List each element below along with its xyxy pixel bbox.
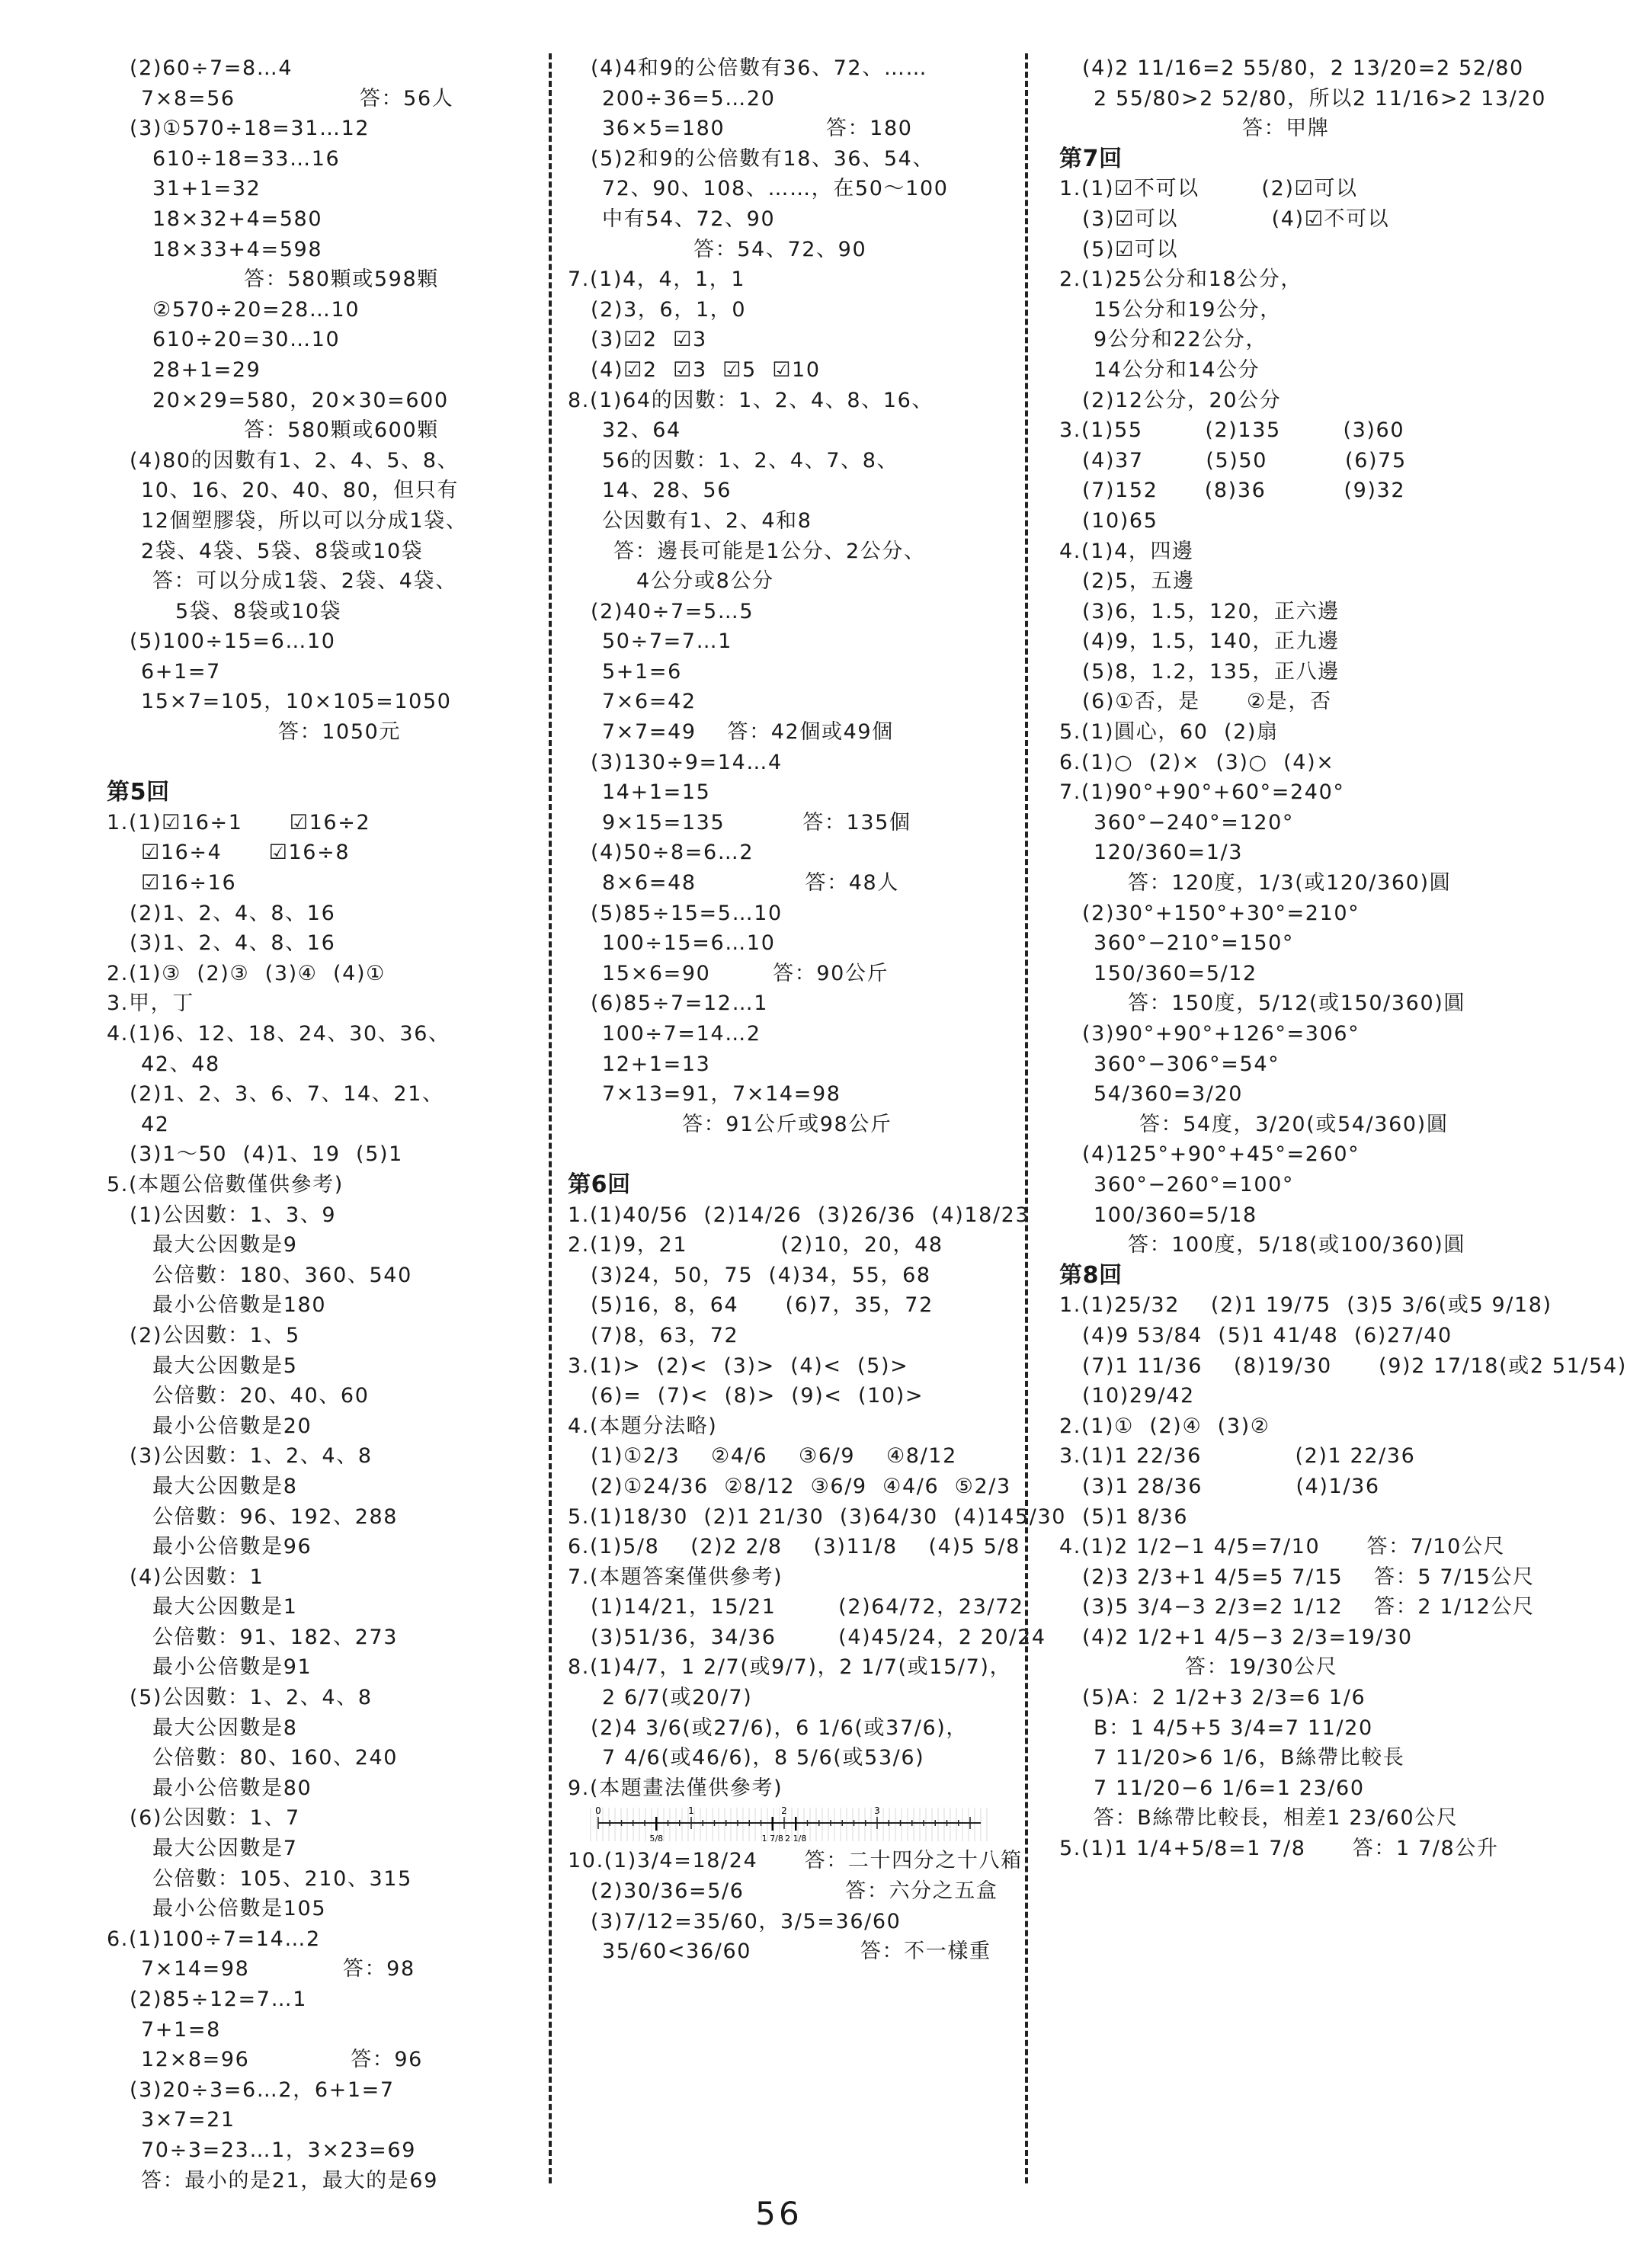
answer-line: 7 4/6(或46/6)，8 5/6(或53/6) — [602, 1746, 925, 1770]
answer-line: (7)152 (8)36 (9)32 — [1082, 479, 1406, 503]
answer-line: (2)3，6，1，0 — [591, 297, 747, 322]
answer-line: 14+1=15 — [602, 780, 711, 805]
answer-line: 答：150度，5/12(或150/360)圓 — [1128, 991, 1466, 1016]
answer-line: 12+1=13 — [602, 1052, 711, 1076]
answer-line: 2.(1)9，21 (2)10，20，48 — [568, 1233, 943, 1257]
answer-line: 答：可以分成1袋、2袋、4袋、 — [152, 569, 457, 594]
answer-line: 50÷7=7…1 — [602, 629, 733, 654]
number-line-mark-label: 5/8 — [649, 1834, 664, 1844]
answer-line: 最大公因數是8 — [152, 1715, 298, 1740]
section-heading: 第5回 — [107, 779, 170, 806]
answer-line: 8.(1)4/7，1 2/7(或9/7)，2 1/7(或15/7)， — [568, 1655, 1012, 1680]
answer-line: 8.(1)64的因數：1、2、4、8、16、 — [568, 388, 934, 412]
answer-line: 5.(本題公倍數僅供參考) — [107, 1172, 344, 1196]
answer-line: 公倍數：91、182、273 — [152, 1625, 399, 1649]
answer-line: 最大公因數是8 — [152, 1474, 298, 1498]
section-heading: 第6回 — [568, 1171, 631, 1198]
number-line-major-label: 2 — [781, 1805, 787, 1817]
answer-line: (4)☑2 ☑3 ☑5 ☑10 — [591, 357, 821, 382]
answer-line: 15×6=90 答：90公斤 — [602, 961, 889, 985]
answer-line: 答：54度，3/20(或54/360)圓 — [1139, 1112, 1449, 1136]
answer-line: 36×5=180 答：180 — [602, 117, 913, 141]
answer-line: (3)①570÷18=31…12 — [130, 117, 370, 141]
number-line-svg — [591, 1805, 987, 1844]
answer-line: 5袋、8袋或10袋 — [175, 599, 342, 623]
answer-line: 7.(1)90°+90°+60°=240° — [1059, 780, 1345, 805]
answer-line: 公因數有1、2、4和8 — [602, 508, 812, 533]
answer-line: 公倍數：105、210、315 — [152, 1866, 412, 1891]
answer-line: (10)65 — [1082, 508, 1158, 533]
answer-line: 5.(1)圓心，60 (2)扇 — [1059, 720, 1279, 745]
answer-line: (3)24，50，75 (4)34，55，68 — [591, 1263, 931, 1287]
answer-line: (6)①否，是 ②是，否 — [1082, 690, 1332, 714]
answer-line: (3)6，1.5，120，正六邊 — [1082, 599, 1340, 623]
answer-line: (7)1 11/36 (8)19/30 (9)2 17/18(或2 51/54) — [1082, 1353, 1627, 1378]
answer-line: 7.(1)4，4，1，1 — [568, 267, 746, 292]
answer-line: 9×15=135 答：135個 — [602, 810, 911, 834]
answer-line: 100÷7=14…2 — [602, 1022, 761, 1046]
answer-line: 1.(1)40/56 (2)14/26 (3)26/36 (4)18/23 — [568, 1203, 1030, 1227]
answer-line: 3×7=21 — [141, 2108, 235, 2132]
answer-line: 14、28、56 — [602, 479, 732, 503]
answer-line: (3)51/36，34/36 (4)45/24，2 20/24 — [591, 1625, 1046, 1649]
answer-line: (4)80的因數有1、2、4、5、8、 — [130, 448, 460, 472]
answer-line: 360°−210°=150° — [1094, 931, 1295, 956]
answer-line: 答：91公斤或98公斤 — [682, 1112, 892, 1136]
answer-line: 150/360=5/12 — [1094, 961, 1257, 985]
answer-line: (2)3 2/3+1 4/5=5 7/15 答：5 7/15公尺 — [1082, 1565, 1535, 1589]
answer-line: (3)☑可以 (4)☑不可以 — [1082, 207, 1390, 231]
answer-line: 35/60<36/60 答：不一樣重 — [602, 1940, 991, 1964]
answer-line — [568, 1139, 1017, 1170]
number-line-major-label: 1 — [688, 1805, 694, 1817]
answer-line: 7×13=91，7×14=98 — [602, 1082, 841, 1107]
answer-line: 公倍數：180、360、540 — [152, 1263, 412, 1287]
answer-line: (4)9 53/84 (5)1 41/48 (6)27/40 — [1082, 1323, 1452, 1347]
answer-line: 答：B絲帶比較長，相差1 23/60公尺 — [1094, 1806, 1459, 1831]
answer-line: 9公分和22公分， — [1094, 328, 1268, 352]
answer-line: (2)5，五邊 — [1082, 569, 1195, 594]
answer-line: (3)☑2 ☑3 — [591, 328, 707, 352]
answer-line: (7)8，63，72 — [591, 1323, 739, 1347]
answer-line: 200÷36=5…20 — [602, 86, 776, 111]
answer-line: 答：580顆或600顆 — [244, 418, 439, 443]
answer-line: 3.(1)55 (2)135 (3)60 — [1059, 418, 1405, 443]
answer-line: (3)1 28/36 (4)1/36 — [1082, 1474, 1380, 1498]
answer-line: (1)①2/3 ②4/6 ③6/9 ④8/12 — [591, 1444, 957, 1469]
answer-line: (3)7/12=35/60，3/5=36/60 — [591, 1909, 902, 1933]
answer-line: (5)8，1.2，135，正八邊 — [1082, 659, 1340, 684]
answer-line: 3.(1)> (2)< (3)> (4)< (5)> — [568, 1353, 909, 1378]
answer-line: 2袋、4袋、5袋、8袋或10袋 — [141, 539, 424, 563]
answer-line: 5.(1)18/30 (2)1 21/30 (3)64/30 (4)145/30 — [568, 1504, 1067, 1529]
answer-line: 最小公倍數是180 — [152, 1293, 327, 1318]
answer-line: 28+1=29 — [152, 357, 261, 382]
answer-line: 7×7=49 答：42個或49個 — [602, 720, 894, 745]
answer-line: 31+1=32 — [152, 177, 261, 201]
number-line-major-label: 0 — [595, 1805, 601, 1817]
answer-line: (3)5 3/4−3 2/3=2 1/12 答：2 1/12公尺 — [1082, 1595, 1535, 1619]
answer-line: (2)85÷12=7…1 — [130, 1988, 308, 2011]
answer-line: (10)29/42 — [1082, 1384, 1195, 1408]
answer-line: (6)公因數：1、7 — [130, 1806, 300, 1831]
answer-line: (4)4和9的公倍數有36、72、…… — [591, 56, 928, 80]
answer-line: (2)60÷7=8…4 — [130, 56, 293, 80]
answer-line: 6.(1)○ (2)× (3)○ (4)× — [1059, 750, 1335, 774]
answer-line: (2)40÷7=5…5 — [591, 599, 754, 623]
answer-line: 答：120度，1/3(或120/360)圓 — [1128, 871, 1452, 895]
answer-line: 7.(本題答案僅供參考) — [568, 1565, 783, 1589]
answer-line: (5)100÷15=6…10 — [130, 629, 336, 654]
answer-line: 120/360=1/3 — [1094, 841, 1244, 865]
answer-line: (4)50÷8=6…2 — [591, 841, 754, 865]
answer-line: (5)85÷15=5…10 — [591, 901, 783, 925]
answer-line: 中有54、72、90 — [602, 207, 776, 231]
number-line-mark-label: 1 7/8 — [761, 1834, 783, 1844]
answer-line: 2.(1)③ (2)③ (3)④ (4)① — [107, 961, 386, 985]
answer-line: (2)1、2、3、6、7、14、21、 — [130, 1082, 444, 1107]
number-line-figure — [591, 1805, 987, 1844]
answer-line: 最小公倍數是91 — [152, 1655, 312, 1680]
page-number: 56 — [755, 2195, 802, 2232]
answer-line: 公倍數：80、160、240 — [152, 1746, 399, 1770]
answer-line: (2)30°+150°+30°=210° — [1082, 901, 1360, 925]
answer-line: (1)14/21，15/21 (2)64/72，23/72 — [591, 1595, 1024, 1619]
section-heading: 第8回 — [1059, 1261, 1123, 1289]
answer-line: (4)公因數：1 — [130, 1565, 264, 1589]
answer-line: 3.(1)1 22/36 (2)1 22/36 — [1059, 1444, 1416, 1469]
answer-line: (5)2和9的公倍數有18、36、54、 — [591, 146, 935, 171]
answer-line: (4)2 1/2+1 4/5−3 2/3=19/30 — [1082, 1625, 1413, 1649]
answer-line: 7×6=42 — [602, 690, 697, 714]
answer-line: 4.(本題分法略) — [568, 1414, 718, 1438]
answer-line: 42、48 — [141, 1052, 220, 1076]
answer-line: (5)公因數：1、2、4、8 — [130, 1686, 373, 1710]
answer-line: 610÷18=33…16 — [152, 146, 341, 171]
answer-line: 答：甲牌 — [1242, 117, 1330, 141]
answer-line: 4.(1)4，四邊 — [1059, 539, 1194, 563]
answer-line: 最大公因數是1 — [152, 1595, 298, 1619]
answer-line: 最小公倍數是20 — [152, 1414, 312, 1438]
answer-line: 最小公倍數是105 — [152, 1897, 327, 1921]
answer-line: B：1 4/5+5 3/4=7 11/20 — [1094, 1715, 1373, 1740]
answer-column-left — [107, 53, 549, 2196]
answer-line: (6)85÷7=12…1 — [591, 991, 769, 1016]
answer-line — [107, 748, 549, 778]
answer-line: 15公分和19公分， — [1094, 297, 1282, 322]
answer-line: 10.(1)3/4=18/24 答：二十四分之十八箱 — [568, 1849, 1023, 1873]
answer-line: (2)公因數：1、5 — [130, 1323, 300, 1347]
answer-line: 2 55/80>2 52/80，所以2 11/16>2 13/20 — [1094, 86, 1546, 111]
answer-line: 最大公因數是5 — [152, 1353, 298, 1378]
answer-line: 答：100度，5/18(或100/360)圓 — [1128, 1233, 1466, 1257]
answer-line: 72、90、108、……，在50～100 — [602, 177, 949, 201]
answer-line: 9.(本題畫法僅供參考) — [568, 1776, 783, 1800]
column-divider-left — [549, 53, 552, 2183]
answer-line: 360°−306°=54° — [1094, 1052, 1280, 1076]
answer-line: (2)12公分，20公分 — [1082, 388, 1282, 412]
answer-line: 360°−260°=100° — [1094, 1172, 1295, 1196]
answer-line: (5)A：2 1/2+3 2/3=6 1/6 — [1082, 1686, 1366, 1710]
answer-line: 最小公倍數是80 — [152, 1776, 312, 1800]
answer-line: 5.(1)1 1/4+5/8=1 7/8 答：1 7/8公升 — [1059, 1837, 1499, 1861]
answer-line: 42 — [141, 1112, 170, 1136]
answer-line: 最大公因數是9 — [152, 1233, 298, 1257]
answer-line: 3.甲，丁 — [107, 991, 194, 1016]
answer-line: 12個塑膠袋，所以可以分成1袋、 — [141, 508, 468, 533]
answer-line: (2)1、2、4、8、16 — [130, 901, 336, 925]
answer-line: ☑16÷4 ☑16÷8 — [141, 841, 351, 865]
answer-line: 2.(1)25公分和18公分， — [1059, 267, 1303, 292]
answer-line: ②570÷20=28…10 — [152, 297, 360, 322]
answer-line: 答：邊長可能是1公分、2公分、 — [613, 539, 926, 563]
answer-line: 610÷20=30…10 — [152, 328, 341, 352]
answer-line: 7×14=98 答：98 — [141, 1957, 415, 1981]
answer-line: (2)30/36=5/6 答：六分之五盒 — [591, 1879, 998, 1904]
answer-line: 10、16、20、40、80，但只有 — [141, 479, 459, 503]
answer-line: 20×29=580，20×30=600 — [152, 388, 449, 412]
answer-line: 公倍數：20、40、60 — [152, 1384, 370, 1408]
answer-line: 答：580顆或598顆 — [244, 267, 439, 292]
answer-line: (3)1～50 (4)1、19 (5)1 — [130, 1142, 403, 1167]
answer-line: (3)90°+90°+126°=306° — [1082, 1022, 1360, 1046]
answer-line: (5)16，8，64 (6)7，35，72 — [591, 1293, 934, 1318]
answer-line: (2)①24/36 ②8/12 ③6/9 ④4/6 ⑤2/3 — [591, 1474, 1011, 1498]
answer-line: 56的因數：1、2、4、7、8、 — [602, 448, 899, 472]
answer-line: (4)37 (5)50 (6)75 — [1082, 448, 1407, 472]
answer-line: 15×7=105，10×105=1050 — [141, 690, 452, 714]
answer-line: 答：54、72、90 — [693, 237, 867, 261]
answer-line: (3)130÷9=14…4 — [591, 750, 783, 774]
answer-line: (6)= (7)< (8)> (9)< (10)> — [591, 1384, 924, 1408]
column-divider-right — [1025, 53, 1028, 2183]
answer-line: (4)125°+90°+45°=260° — [1082, 1142, 1360, 1167]
answer-line: 1.(1)25/32 (2)1 19/75 (3)5 3/6(或5 9/18) — [1059, 1293, 1552, 1318]
answer-line: 答：最小的是21，最大的是69 — [141, 2168, 439, 2193]
answer-line: 6+1=7 — [141, 659, 221, 684]
answer-line: 5+1=6 — [602, 659, 682, 684]
answer-line: 答：1050元 — [278, 720, 402, 745]
answer-line: 公倍數：96、192、288 — [152, 1504, 399, 1529]
answer-line: 2.(1)① (2)④ (3)② — [1059, 1414, 1270, 1438]
answer-line: 7 11/20>6 1/6，B絲帶比較長 — [1094, 1746, 1405, 1770]
answer-line: (3)20÷3=6…2，6+1=7 — [130, 2077, 395, 2102]
answer-line: 100÷15=6…10 — [602, 931, 776, 956]
answer-line: 4公分或8公分 — [636, 569, 774, 594]
answer-line: 4.(1)2 1/2−1 4/5=7/10 答：7/10公尺 — [1059, 1535, 1506, 1559]
answer-line: 18×33+4=598 — [152, 237, 323, 261]
answer-line: ☑16÷16 — [141, 871, 237, 895]
answer-line: 6.(1)100÷7=14…2 — [107, 1927, 321, 1951]
answer-line: 4.(1)6、12、18、24、30、36、 — [107, 1022, 450, 1046]
answer-line: (1)公因數：1、3、9 — [130, 1203, 337, 1227]
answer-line: 18×32+4=580 — [152, 207, 323, 231]
answer-line: (3)1、2、4、8、16 — [130, 931, 336, 956]
answer-line: 7 11/20−6 1/6=1 23/60 — [1094, 1776, 1365, 1800]
answer-line: 8×6=48 答：48人 — [602, 871, 899, 895]
answer-line: 最小公倍數是96 — [152, 1535, 312, 1559]
answer-line: 100/360=5/18 — [1094, 1203, 1257, 1227]
answer-line: 12×8=96 答：96 — [141, 2048, 423, 2072]
answer-line: (5)☑可以 — [1082, 237, 1179, 261]
section-heading: 第7回 — [1059, 145, 1123, 172]
answer-column-middle — [568, 53, 1067, 1967]
answer-column-right — [1059, 53, 1627, 1864]
answer-line: 1.(1)☑不可以 (2)☑可以 — [1059, 177, 1358, 201]
answer-line: (3)公因數：1、2、4、8 — [130, 1444, 373, 1469]
answer-line: 360°−240°=120° — [1094, 810, 1295, 834]
number-line-major-label: 3 — [874, 1805, 880, 1817]
answer-line: (4)2 11/16=2 55/80，2 13/20=2 52/80 — [1082, 56, 1524, 80]
answer-line: 32、64 — [602, 418, 681, 443]
answer-line: 1.(1)☑16÷1 ☑16÷2 — [107, 810, 371, 834]
answer-line: (4)9，1.5，140，正九邊 — [1082, 629, 1340, 654]
answer-line: 14公分和14公分 — [1094, 357, 1260, 382]
answer-line: 7+1=8 — [141, 2017, 221, 2042]
answer-line: 答：19/30公尺 — [1185, 1655, 1338, 1680]
answer-line: 54/360=3/20 — [1094, 1082, 1244, 1107]
answer-line: 7×8=56 答：56人 — [141, 86, 454, 111]
answer-line: 2 6/7(或20/7) — [602, 1686, 753, 1710]
number-line-mark-label: 2 1/8 — [785, 1834, 807, 1844]
answer-line: 最大公因數是7 — [152, 1837, 298, 1861]
answer-line: 6.(1)5/8 (2)2 2/8 (3)11/8 (4)5 5/8 — [568, 1535, 1020, 1559]
answer-line: 70÷3=23…1，3×23=69 — [141, 2138, 416, 2162]
answer-line: (5)1 8/36 — [1082, 1504, 1189, 1529]
answer-line: (2)4 3/6(或27/6)，6 1/6(或37/6)， — [591, 1715, 969, 1740]
